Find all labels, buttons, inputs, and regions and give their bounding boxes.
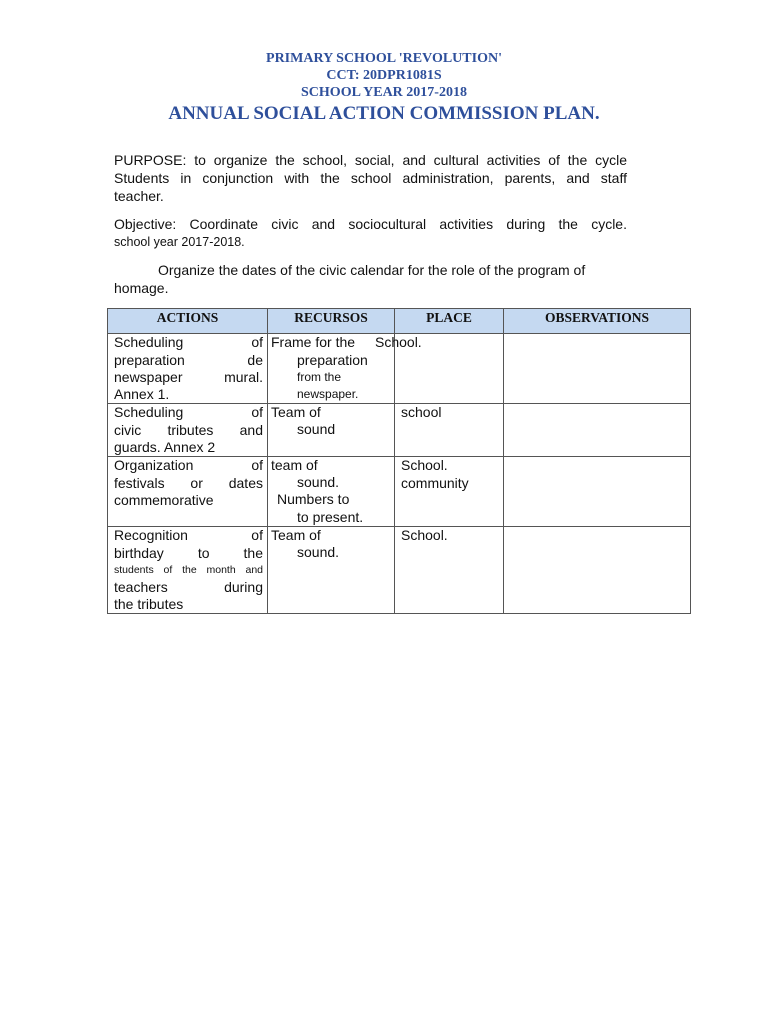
place-text: School. — [375, 334, 422, 350]
action-text: students of the month and — [114, 564, 263, 576]
resource-text: Numbers to — [277, 491, 350, 507]
action-plan-table — [107, 308, 691, 614]
action-cell — [108, 457, 268, 527]
action-text: preparation de — [114, 352, 263, 368]
place-text: School. — [401, 457, 448, 473]
resource-text: sound — [297, 421, 336, 437]
place-cell — [395, 527, 504, 614]
place-cell — [395, 404, 504, 457]
action-text: Annex 1. — [114, 386, 170, 402]
action-text: commemorative — [114, 492, 214, 508]
resource-text: Frame for the — [271, 334, 356, 350]
observations-cell — [504, 457, 691, 527]
observations-cell — [504, 404, 691, 457]
place-text: school — [401, 404, 442, 420]
action-text: newspaper mural. — [114, 369, 263, 385]
table-row — [108, 527, 691, 614]
resource-text: Team of — [271, 404, 321, 420]
purpose-line-2: Students in conjunction with the school administration, parents, and staff — [114, 170, 627, 186]
action-cell — [108, 334, 268, 404]
organize-line-2: homage. — [114, 280, 169, 296]
table-header-row — [108, 309, 691, 334]
objective-line-2: school year 2017-2018. — [114, 235, 245, 249]
table-row — [108, 404, 691, 457]
resource-cell — [268, 527, 395, 614]
place-cell — [375, 334, 504, 404]
action-text: teachers during — [114, 579, 263, 595]
objective-paragraph — [114, 215, 627, 251]
action-text: Organization of — [114, 457, 263, 473]
document-header — [0, 50, 768, 126]
action-text: Recognition of — [114, 527, 263, 543]
purpose-paragraph — [114, 151, 627, 205]
table-row — [108, 334, 691, 404]
table-row — [108, 457, 691, 527]
action-text: Scheduling of — [114, 334, 263, 350]
resource-cell — [268, 404, 395, 457]
header-observations: OBSERVATIONS — [504, 309, 691, 334]
header-place: PLACE — [395, 309, 504, 334]
action-text: festivals or dates — [114, 475, 263, 491]
place-text: School. — [401, 527, 448, 543]
school-name: PRIMARY SCHOOL 'REVOLUTION' — [266, 51, 502, 66]
observations-cell — [504, 334, 691, 404]
header-actions: ACTIONS — [108, 309, 268, 334]
school-cct: CCT: 20DPR1081S — [326, 68, 442, 83]
resource-text: sound. — [297, 544, 340, 560]
place-text: community — [401, 475, 469, 491]
place-cell — [395, 457, 504, 527]
resource-cell — [268, 457, 395, 527]
resource-text: to present. — [297, 509, 364, 525]
observations-cell — [504, 527, 691, 614]
action-text: civic tributes and — [114, 422, 263, 438]
organize-paragraph — [114, 261, 627, 297]
resource-text: team of — [271, 457, 318, 473]
objective-line-1: Objective: Coordinate civic and sociocultural activities during the cycle. — [114, 216, 627, 232]
action-cell — [108, 527, 268, 614]
resource-text: preparation — [297, 352, 368, 368]
resource-text: Team of — [271, 527, 321, 543]
purpose-line-1: PURPOSE: to organize the school, social, and cultural activities of the cycle — [114, 152, 627, 168]
school-year: SCHOOL YEAR 2017-2018 — [301, 85, 467, 100]
action-cell — [108, 404, 268, 457]
action-text: guards. Annex 2 — [114, 439, 216, 455]
purpose-line-3: teacher. — [114, 188, 164, 204]
resource-text: sound. — [297, 474, 340, 490]
resource-text: from the newspaper. — [297, 370, 359, 401]
organize-line-1: Organize the dates of the civic calendar for the role of the program of — [158, 262, 586, 278]
action-text: Scheduling of — [114, 404, 263, 420]
header-resources: RECURSOS — [268, 309, 395, 334]
action-text: the tributes — [114, 596, 184, 612]
document-title: ANNUAL SOCIAL ACTION COMMISSION PLAN. — [168, 103, 600, 124]
action-text: birthday to the — [114, 545, 263, 561]
